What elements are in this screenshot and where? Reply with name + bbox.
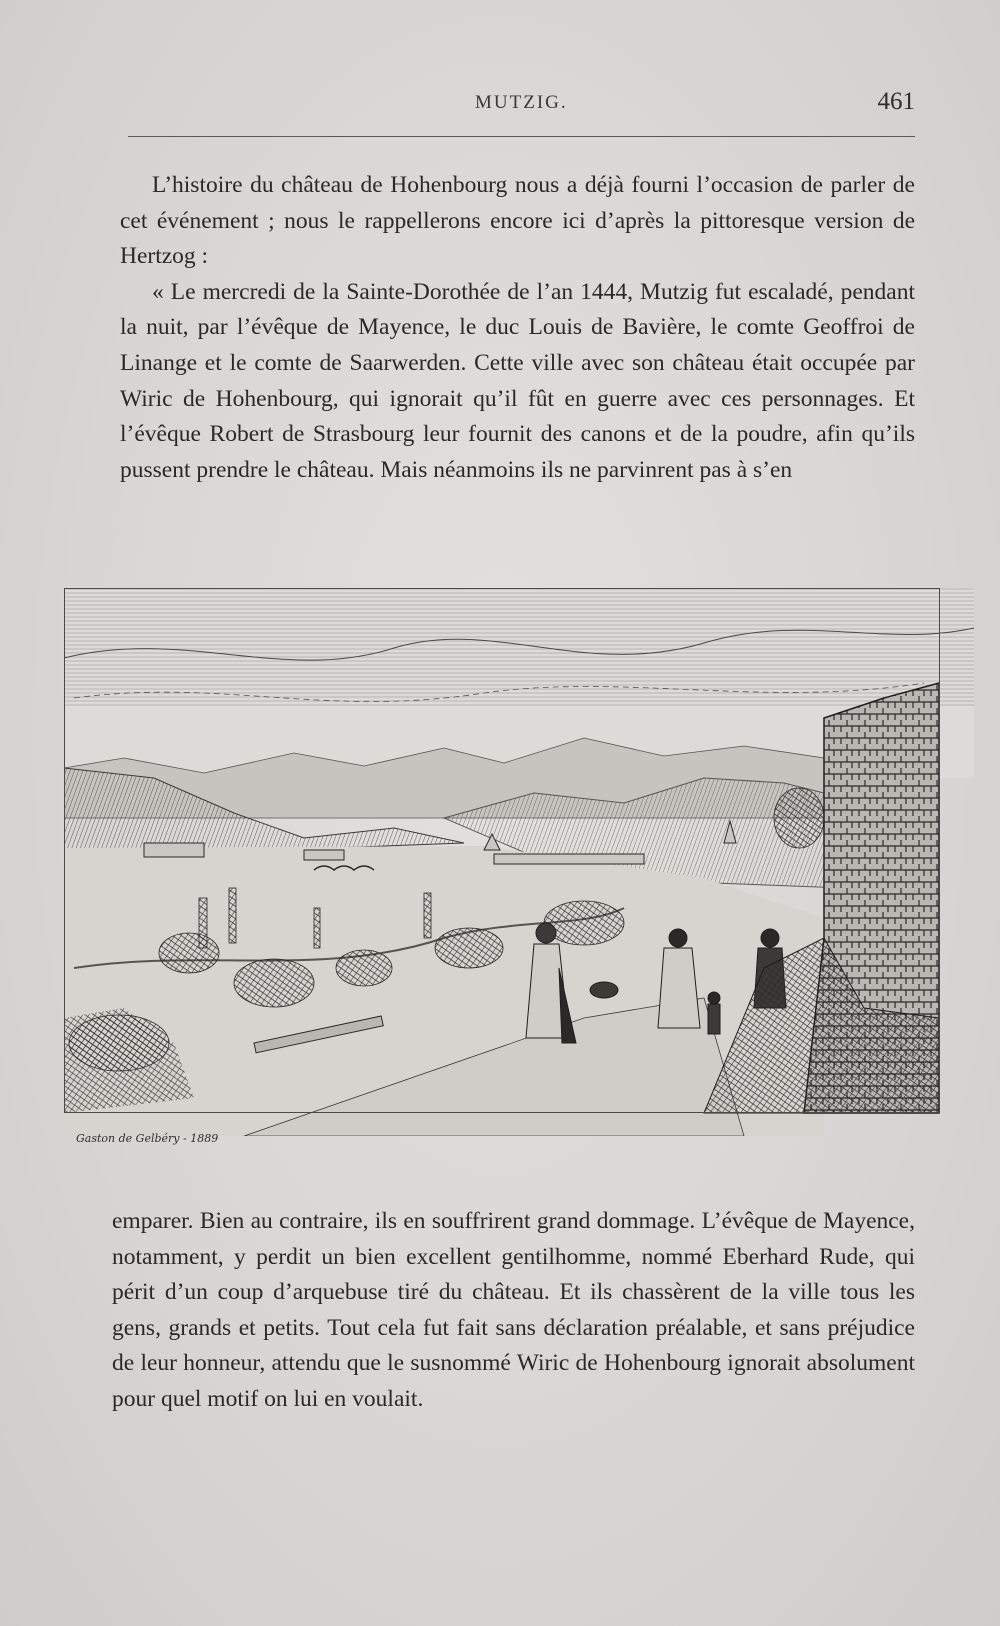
header-rule [128,136,915,137]
running-title: MUTZIG. [475,92,568,113]
paragraph-continuation: emparer. Bien au contraire, ils en souffrirent grand dommage. L’évêque de Mayence, notamment, y perdit un bien excellent gentilhomme, nommé Eberhard Rude, qui périt d’un coup d’arquebuse tiré du château. Et ils chassèrent de la ville tous les gens, grands et petits. Tout cela fut fait sans déclaration préalable, et sans préjudice de leur honneur, attendu que le susnommé Wiric de Hohenbourg ignorait absolument pour quel motif on lui en voulait. [112,1208,915,1412]
engraver-signature: Gaston de Gelbéry - 1889 [76,1132,219,1145]
text-block-top [120,168,915,488]
page-number: 461 [877,88,915,115]
paragraph-quote: « Le mercredi de la Sainte-Dorothée de l’an 1444, Mutzig fut escaladé, pendant la nuit, par l’évêque de Mayence, le duc Louis de Bavière, le comte Geoffroi de Linange et le comte de Saarwerden. Cette ville avec son château était occupée par Wiric de Hohenbourg, qui ignorait qu’il fût en guerre avec ces personnages. Et l’évêque Robert de Strasbourg leur fournit des canons et de la poudre, afin qu’ils pussent prendre le château. Mais néanmoins ils ne parvinrent pas à s’en [120,278,915,483]
paragraph-intro: L’histoire du château de Hohenbourg nous a déjà fourni l’occasion de parler de cet événement ; nous le rappellerons encore ici d’après la pittoresque version de Hertzog : [120,172,915,270]
sky-hatching [64,588,974,708]
illustration-mutzig-landscape [64,588,974,1136]
page-header [120,88,915,124]
engraving-svg [64,588,974,1136]
text-block-bottom [112,1204,915,1418]
